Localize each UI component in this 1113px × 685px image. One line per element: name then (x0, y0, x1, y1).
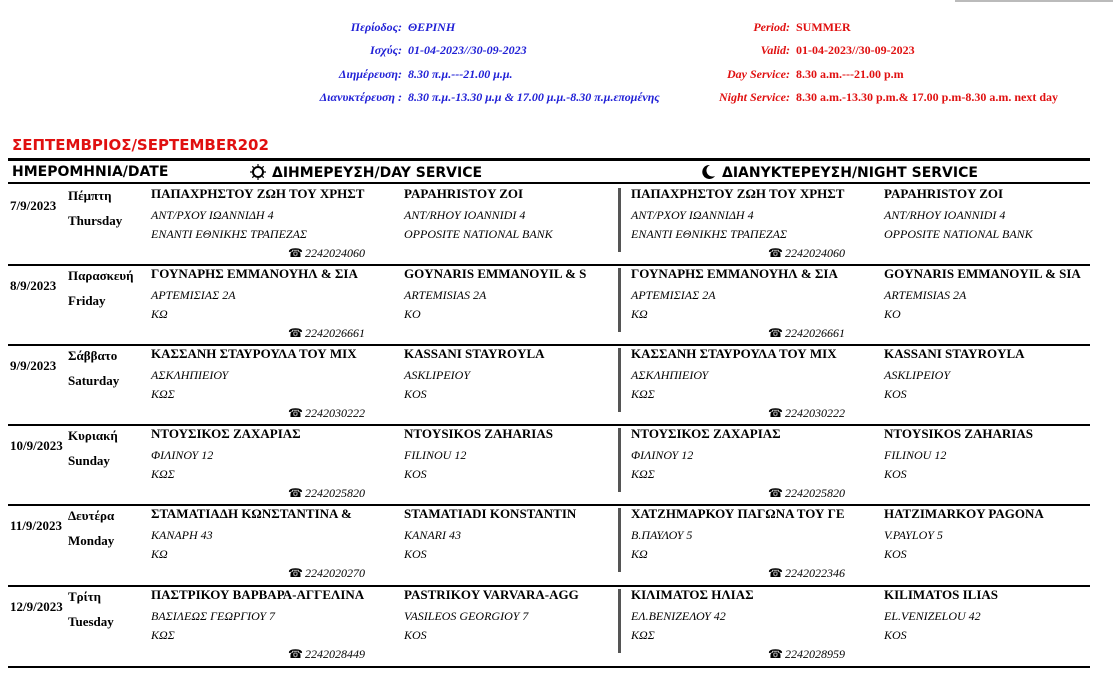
address-greek: ΑΣΚΛΗΠΙΕΙΟΥ (631, 368, 709, 382)
address-english: ARTEMISIAS 2A (404, 288, 487, 302)
phone-number (768, 566, 845, 581)
city-greek: ΚΩ (151, 547, 168, 561)
address-greek: ΚΑΝΑΡΗ 43 (151, 528, 213, 542)
weekday-greek: Σάββατο (68, 348, 118, 363)
date-cell: 11/9/2023 (10, 518, 63, 533)
phone-number (288, 486, 365, 501)
city-english: KO (404, 307, 421, 321)
date-cell: 7/9/2023 (10, 198, 57, 213)
phone-number (288, 246, 365, 261)
night-service-label-en: Night Service: (719, 90, 790, 104)
city-greek: ΚΩ (631, 547, 648, 561)
city-english: KOS (404, 547, 427, 561)
day-service-label-en: Day Service: (727, 67, 790, 81)
pharmacy-name-greek: ΚΑΣΣΑΝΗ ΣΤΑΥΡΟΥΛΑ ΤΟΥ ΜΙΧ (631, 346, 837, 361)
day-service-value-gr: 8.30 π.μ.---21.00 μ.μ. (408, 67, 513, 81)
col-header-date: ΗΜΕΡΟΜΗΝΙΑ/DATE (12, 164, 169, 180)
address-greek: ΑΝΤ/ΡΧΟΥ ΙΩΑΝΝΙΔΗ 4 (151, 208, 274, 222)
night-pharmacy (631, 504, 1101, 584)
date-cell: 8/9/2023 (10, 278, 57, 293)
phone-icon: ☎ (768, 246, 783, 260)
weekday-greek: Δευτέρα (68, 508, 115, 523)
phone-value: 2242024060 (304, 246, 365, 260)
col-header-day-service (250, 164, 482, 181)
phone-number (288, 406, 365, 421)
night-pharmacy (631, 264, 1101, 344)
day-service-heading: ΔΙΗΜΕΡΕΥΣΗ/DAY SERVICE (272, 165, 483, 181)
pharmacy-name-greek: ΠΑΠΑΧΡΗΣΤΟΥ ΖΩΗ ΤΟΥ ΧΡΗΣΤ (151, 186, 365, 201)
address-english: V.PAYLOY 5 (884, 528, 943, 542)
weekday-english: Friday (68, 293, 106, 308)
city-greek: ΚΩΣ (631, 628, 655, 642)
night-service-value-en: 8.30 a.m.-13.30 p.m.& 17.00 p.m-8.30 a.m. next day (796, 90, 1058, 104)
address-greek: ΑΡΤΕΜΙΣΙΑΣ 2Α (151, 288, 236, 302)
phone-value: 2242030222 (784, 406, 845, 420)
pharmacy-name-english: KASSANI STAYROYLA (404, 346, 545, 361)
month-title: ΣΕΠΤΕΜΒΡΙΟΣ/SEPTEMBER202 (12, 136, 269, 154)
address-greek: ΕΛ.ΒΕΝΙΖΕΛΟΥ 42 (631, 609, 726, 623)
weekday-greek: Κυριακή (68, 428, 118, 443)
pharmacy-name-greek: ΚΙΛΙΜΑΤΟΣ ΗΛΙΑΣ (631, 587, 754, 602)
phone-value: 2242028449 (304, 647, 365, 661)
night-service-value-gr: 8.30 π.μ.-13.30 μ.μ & 17.00 μ.μ.-8.30 π.μ.επομένης (408, 90, 660, 104)
weekday-english: Sunday (68, 453, 110, 468)
city-english: KOS (404, 628, 427, 642)
phone-value: 2242026661 (784, 326, 845, 340)
moon-icon (700, 164, 716, 180)
city-greek: ΚΩΣ (151, 387, 175, 401)
sun-icon (250, 164, 266, 180)
phone-value: 2242025820 (304, 486, 365, 500)
phone-number (768, 326, 845, 341)
table-row (8, 184, 1113, 264)
night-pharmacy (631, 344, 1101, 424)
weekday-greek: Πέμπτη (68, 188, 112, 203)
address-english: ARTEMISIAS 2A (884, 288, 967, 302)
pharmacy-name-english: NTOYSIKOS ZAHARIAS (884, 426, 1033, 441)
phone-number (768, 486, 845, 501)
address-english: FILINOU 12 (404, 448, 467, 462)
phone-value: 2242022346 (784, 566, 845, 580)
city-greek: ΚΩΣ (151, 628, 175, 642)
address-english: FILINOU 12 (884, 448, 947, 462)
phone-icon: ☎ (768, 326, 783, 340)
pharmacy-name-english: GOYNARIS EMMANOYIL & S (404, 266, 587, 281)
table-row (8, 424, 1113, 504)
phone-icon: ☎ (288, 566, 303, 580)
phone-value: 2242026661 (304, 326, 365, 340)
city-english: KOS (884, 387, 907, 401)
phone-icon: ☎ (288, 326, 303, 340)
address-english: ASKLIPEIOY (404, 368, 470, 382)
city-english: KOS (884, 467, 907, 481)
address-greek: ΦΙΛΙΝΟΥ 12 (151, 448, 214, 462)
phone-number (288, 326, 365, 341)
weekday-english: Saturday (68, 373, 120, 388)
pharmacy-name-greek: ΚΑΣΣΑΝΗ ΣΤΑΥΡΟΥΛΑ ΤΟΥ ΜΙΧ (151, 346, 357, 361)
pharmacy-name-greek: ΠΑΣΤΡΙΚΟΥ ΒΑΡΒΑΡΑ-ΑΓΓΕΛΙΝΑ (151, 587, 365, 602)
table-top-rule (8, 158, 1090, 161)
table-row (8, 504, 1113, 584)
phone-icon: ☎ (768, 566, 783, 580)
weekday-greek: Παρασκευή (68, 268, 134, 283)
pharmacy-name-english: PAPAHRISTOY ZOI (884, 186, 1004, 201)
night-pharmacy (631, 184, 1101, 264)
pharmacy-name-greek: ΠΑΠΑΧΡΗΣΤΟΥ ΖΩΗ ΤΟΥ ΧΡΗΣΤ (631, 186, 845, 201)
weekday-english: Thursday (68, 213, 123, 228)
day-pharmacy (151, 344, 621, 424)
city-english: KO (884, 307, 901, 321)
address-english: KANARI 43 (404, 528, 461, 542)
address-english: EL.VENIZELOU 42 (884, 609, 981, 623)
address-greek: ΦΙΛΙΝΟΥ 12 (631, 448, 694, 462)
valid-label-en: Valid: (760, 43, 790, 57)
pharmacy-name-greek: ΝΤΟΥΣΙΚΟΣ ΖΑΧΑΡΙΑΣ (151, 426, 301, 441)
address-english: ASKLIPEIOY (884, 368, 950, 382)
top-edge-line (955, 0, 1113, 2)
valid-label-gr: Ισχύς: (370, 43, 402, 57)
phone-number (768, 647, 845, 662)
valid-value-gr: 01-04-2023//30-09-2023 (408, 43, 527, 57)
period-label-en: Period: (753, 20, 790, 34)
phone-number (768, 406, 845, 421)
pharmacy-name-english: KASSANI STAYROYLA (884, 346, 1025, 361)
city-greek: ΚΩΣ (151, 467, 175, 481)
city-english: OPPOSITE NATIONAL BANK (884, 227, 1033, 241)
day-service-value-en: 8.30 a.m.---21.00 p.m (796, 67, 904, 81)
weekday-greek: Τρίτη (68, 589, 102, 604)
city-english: KOS (884, 628, 907, 642)
pharmacy-name-english: KILIMATOS ILIAS (884, 587, 999, 602)
phone-value: 2242025820 (784, 486, 845, 500)
city-english: KOS (884, 547, 907, 561)
table-row (8, 264, 1113, 344)
period-label-gr: Περίοδος: (350, 20, 402, 34)
day-pharmacy (151, 504, 621, 584)
phone-icon: ☎ (288, 647, 303, 661)
date-cell: 10/9/2023 (10, 438, 63, 453)
table-row (8, 585, 1113, 665)
night-pharmacy (631, 424, 1101, 504)
day-pharmacy (151, 585, 621, 665)
pharmacy-name-greek: ΧΑΤΖΗΜΑΡΚΟΥ ΠΑΓΩΝΑ ΤΟΥ ΓΕ (631, 506, 845, 521)
phone-icon: ☎ (288, 246, 303, 260)
phone-value: 2242024060 (784, 246, 845, 260)
table-bottom-rule (8, 666, 1090, 668)
address-english: VASILEOS GEORGIOY 7 (404, 609, 529, 623)
pharmacy-name-english: GOYNARIS EMMANOYIL & SIA (884, 266, 1081, 281)
pharmacy-name-english: PAPAHRISTOY ZOI (404, 186, 524, 201)
day-pharmacy (151, 184, 621, 264)
pharmacy-name-english: HATZIMARKOY PAGONA (884, 506, 1044, 521)
address-greek: ΑΣΚΛΗΠΙΕΙΟΥ (151, 368, 229, 382)
col-header-night-service (700, 164, 978, 181)
address-greek: Β.ΠΑΥΛΟΥ 5 (631, 528, 693, 542)
city-greek: ΚΩΣ (631, 467, 655, 481)
table-row (8, 344, 1113, 424)
day-pharmacy (151, 264, 621, 344)
weekday-english: Tuesday (68, 614, 114, 629)
city-english: KOS (404, 387, 427, 401)
city-greek: ΚΩ (631, 307, 648, 321)
phone-icon: ☎ (768, 486, 783, 500)
address-greek: ΑΝΤ/ΡΧΟΥ ΙΩΑΝΝΙΔΗ 4 (631, 208, 754, 222)
period-value-gr: ΘΕΡΙΝΗ (408, 20, 456, 34)
city-greek: ΕΝΑΝΤΙ ΕΘΝΙΚΗΣ ΤΡΑΠΕΖΑΣ (631, 227, 788, 241)
address-english: ANT/RHOY IOANNIDI 4 (884, 208, 1006, 222)
phone-icon: ☎ (768, 406, 783, 420)
pharmacy-name-greek: ΝΤΟΥΣΙΚΟΣ ΖΑΧΑΡΙΑΣ (631, 426, 781, 441)
city-greek: ΚΩ (151, 307, 168, 321)
date-cell: 9/9/2023 (10, 358, 57, 373)
pharmacy-name-english: NTOYSIKOS ZAHARIAS (404, 426, 553, 441)
address-greek: ΑΡΤΕΜΙΣΙΑΣ 2Α (631, 288, 716, 302)
night-service-label-gr: Διανυκτέρευση : (319, 90, 402, 104)
pharmacy-name-greek: ΓΟΥΝΑΡΗΣ ΕΜΜΑΝΟΥΗΛ & ΣΙΑ (151, 266, 358, 281)
night-service-heading: ΔΙΑΝΥΚΤΕΡΕΥΣΗ/NIGHT SERVICE (722, 165, 978, 181)
date-cell: 12/9/2023 (10, 599, 63, 614)
period-value-en: SUMMER (796, 20, 851, 34)
day-pharmacy (151, 424, 621, 504)
pharmacy-name-english: PASTRIKOY VARVARA-AGG (404, 587, 579, 602)
phone-icon: ☎ (768, 647, 783, 661)
city-english: OPPOSITE NATIONAL BANK (404, 227, 553, 241)
city-greek: ΕΝΑΝΤΙ ΕΘΝΙΚΗΣ ΤΡΑΠΕΖΑΣ (151, 227, 308, 241)
weekday-english: Monday (68, 533, 115, 548)
address-english: ANT/RHOY IOANNIDI 4 (404, 208, 526, 222)
night-pharmacy (631, 585, 1101, 665)
phone-icon: ☎ (288, 486, 303, 500)
phone-number (768, 246, 845, 261)
phone-value: 2242028959 (784, 647, 845, 661)
pharmacy-name-english: STAMATIADI KONSTANTIN (404, 506, 577, 521)
phone-number (288, 566, 365, 581)
valid-value-en: 01-04-2023//30-09-2023 (796, 43, 915, 57)
phone-icon: ☎ (288, 406, 303, 420)
city-english: KOS (404, 467, 427, 481)
phone-number (288, 647, 365, 662)
pharmacy-name-greek: ΓΟΥΝΑΡΗΣ ΕΜΜΑΝΟΥΗΛ & ΣΙΑ (631, 266, 838, 281)
day-service-label-gr: Διημέρευση: (338, 67, 402, 81)
city-greek: ΚΩΣ (631, 387, 655, 401)
phone-value: 2242020270 (304, 566, 365, 580)
address-greek: ΒΑΣΙΛΕΩΣ ΓΕΩΡΓΙΟΥ 7 (151, 609, 276, 623)
phone-value: 2242030222 (304, 406, 365, 420)
pharmacy-name-greek: ΣΤΑΜΑΤΙΑΔΗ ΚΩΝΣΤΑΝΤΙΝΑ & (151, 506, 352, 521)
